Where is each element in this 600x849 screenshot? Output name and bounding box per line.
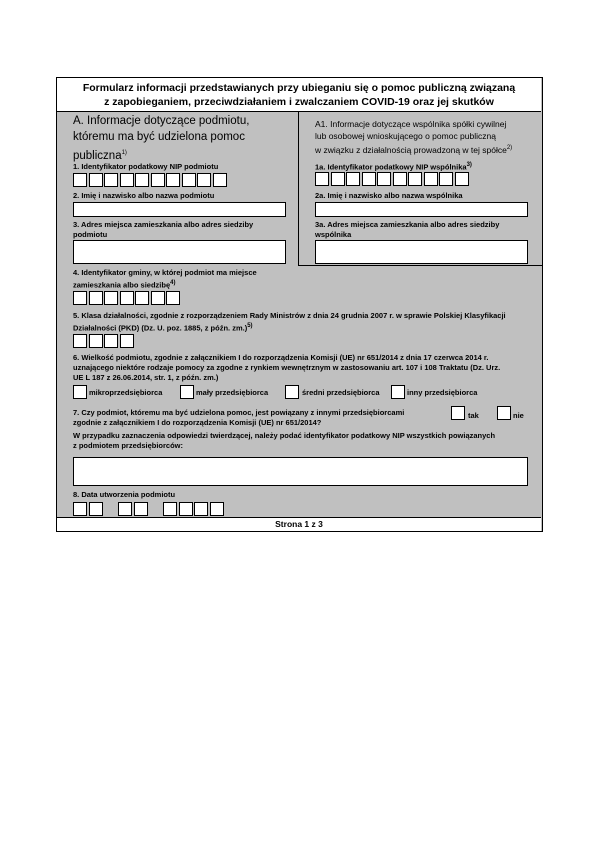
size-small-checkbox[interactable] xyxy=(180,385,194,399)
field-2a-label: 2a. Imię i nazwisko albo nazwa wspólnika xyxy=(315,191,463,200)
field-3a-input[interactable] xyxy=(315,240,528,264)
date-month-cells[interactable] xyxy=(118,502,149,516)
date-year-cells[interactable] xyxy=(163,502,225,516)
field-8-label: 8. Data utworzenia podmiotu xyxy=(73,490,176,499)
page-footer: Strona 1 z 3 xyxy=(57,517,541,531)
field-3a-label: 3a. Adres miejsca zamieszkania albo adres siedziby wspólnika xyxy=(315,220,500,239)
field-7-label: 7. Czy podmiot, któremu ma być udzielona pomoc, jest powiązany z innymi przedsiębiorcami zgodnie z załącznikiem I do rozporządzenia Komisji (UE) nr 651/2014? xyxy=(73,408,405,427)
field-1-nip-cells[interactable] xyxy=(73,173,228,187)
section-a1-title: A1. Informacje dotyczące wspólnika spółki cywilnej lub osobowej wnioskującego o pomoc publiczną w związku z działalnością prowadzoną w tej spółce$^{2)}$ xyxy=(315,119,513,155)
form-title-line2: z zapobieganiem, przeciwdziałaniem i zwalczaniem COVID-19 oraz jej skutków xyxy=(104,96,494,108)
date-day-cells[interactable] xyxy=(73,502,104,516)
field-7-instruction: W przypadku zaznaczenia odpowiedzi twierdzącej, należy podać identyfikator podatkowy NIP wszystkich powiązanych z podmiotem przedsiębiorców: xyxy=(73,431,496,450)
field-2a-input[interactable] xyxy=(315,202,528,217)
field-1a-label: 1a. Identyfikator podatkowy NIP wspólnika$^{3)}$ xyxy=(315,162,472,172)
field-2-input[interactable] xyxy=(73,202,286,217)
linked-no-checkbox[interactable] xyxy=(497,406,511,420)
size-other-checkbox[interactable] xyxy=(391,385,405,399)
linked-nip-input[interactable] xyxy=(73,457,528,486)
section-a1-panel xyxy=(298,112,543,266)
size-micro-checkbox[interactable] xyxy=(73,385,87,399)
field-4-gmina-cells[interactable] xyxy=(73,291,182,305)
field-1a-nip-cells[interactable] xyxy=(315,172,470,186)
section-a-title: A. Informacje dotyczące podmiotu, któremu ma być udzielona pomoc publiczna$^{1)}$ xyxy=(73,115,250,162)
field-5-label: 5. Klasa działalności, zgodnie z rozporządzeniem Rady Ministrów z dnia 24 grudnia 2007 r. w sprawie Polskiej Klasyfikacji Działalności (PKD) (Dz. U. poz. 1885, z późn. zm.)$^{5)}$ xyxy=(73,311,506,333)
covid-aid-form xyxy=(56,77,543,532)
field-2-label: 2. Imię i nazwisko albo nazwa podmiotu xyxy=(73,191,215,200)
field-5-pkd-cells[interactable] xyxy=(73,334,135,348)
size-other-label: inny przedsiębiorca xyxy=(407,388,478,397)
field-6-label: 6. Wielkość podmiotu, zgodnie z załącznikiem I do rozporządzenia Komisji (UE) nr 651/2014 z dnia 17 czerwca 2014 r. uznającego niektóre rodzaje pomocy za zgodne z rynkiem wewnętrznym w zastosowaniu art. 107 i 108 Traktatu (Dz. Urz. UE L 187 z 26.06.2014, str. 1, z późn. zm.) xyxy=(73,353,501,382)
size-medium-checkbox[interactable] xyxy=(285,385,299,399)
size-small-label: mały przedsiębiorca xyxy=(196,388,269,397)
field-3-input[interactable] xyxy=(73,240,286,264)
size-medium-label: średni przedsiębiorca xyxy=(302,388,380,397)
form-title-line1: Formularz informacji przedstawianych przy ubieganiu się o pomoc publiczną związaną xyxy=(82,82,516,94)
linked-yes-checkbox[interactable] xyxy=(451,406,465,420)
size-micro-label: mikroprzedsiębiorca xyxy=(89,388,163,397)
field-4-label: 4. Identyfikator gminy, w której podmiot ma miejsce zamieszkania albo siedzibę$^{4)}$ xyxy=(73,268,257,290)
linked-yes-label: tak xyxy=(468,411,479,420)
field-1-label: 1. Identyfikator podatkowy NIP podmiotu xyxy=(73,162,219,171)
form-header xyxy=(57,78,541,112)
linked-no-label: nie xyxy=(513,411,524,420)
field-3-label: 3. Adres miejsca zamieszkania albo adres siedziby podmiotu xyxy=(73,220,254,239)
